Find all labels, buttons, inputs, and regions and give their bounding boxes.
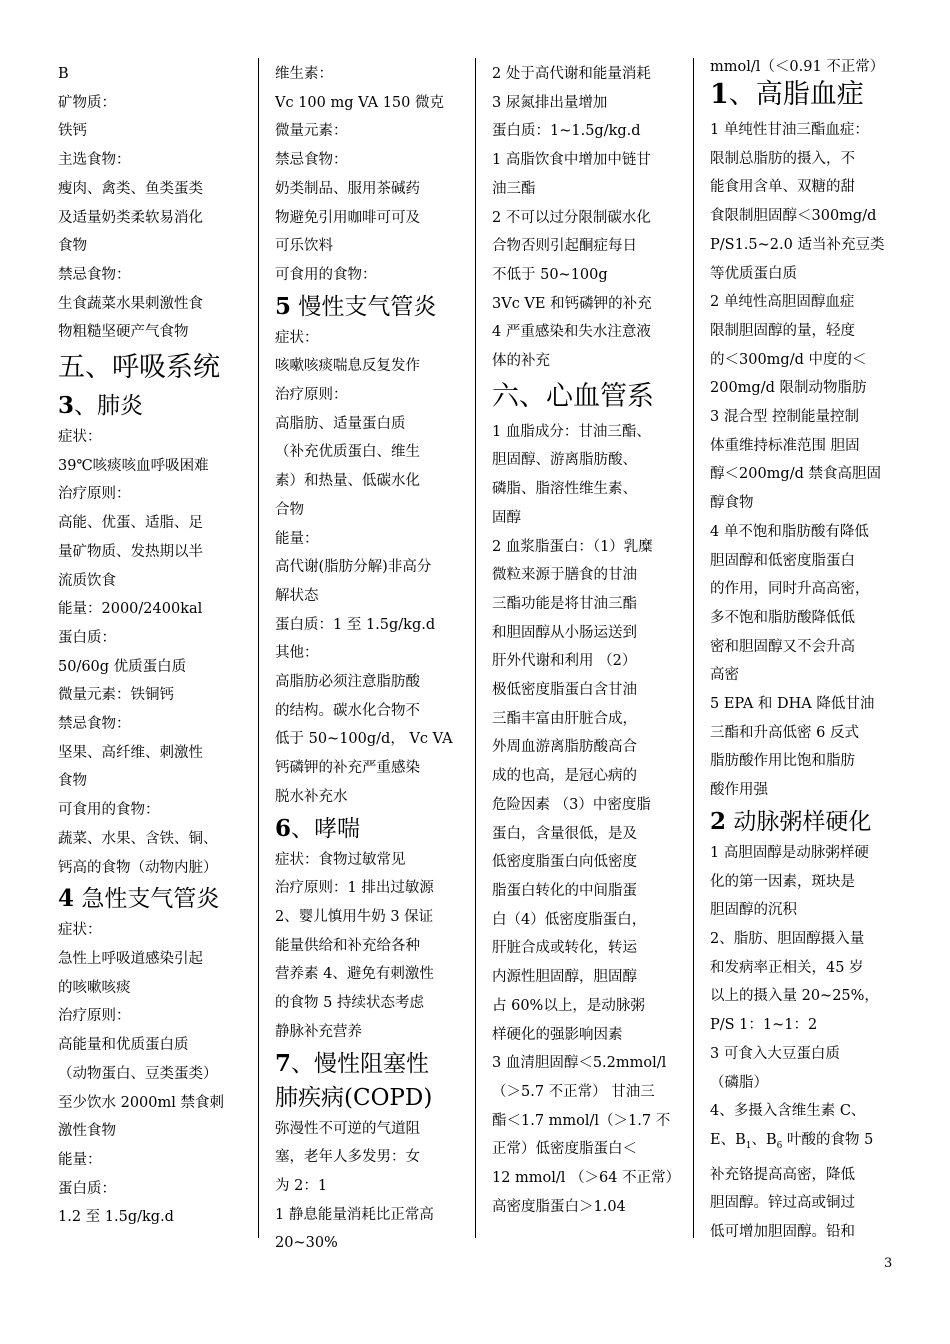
text-line: 治疗原则： — [58, 486, 131, 503]
text-line: P/S1.5~2.0 适当补充豆类 — [710, 236, 885, 253]
text-line: 食物 — [58, 238, 87, 255]
text-line: 2 单纯性高胆固醇血症 — [710, 294, 855, 311]
text-line: 为 2：1 — [275, 1177, 328, 1194]
text-line: 2 血浆脂蛋白：（1）乳糜 — [492, 538, 653, 555]
text-line: 1 高脂饮食中增加中链甘 — [492, 152, 651, 169]
text-line: 治疗原则： — [58, 1008, 131, 1025]
text-line: 1 高胆固醇是动脉粥样硬 — [710, 844, 869, 861]
text-line: 补充铬提高高密，降低 — [710, 1166, 855, 1183]
text-line: （补充优质蛋白、维生 — [275, 444, 420, 461]
text-line: 胆固醇和低密度脂蛋白 — [710, 552, 855, 569]
text-line: 20~30% — [275, 1235, 338, 1252]
text-line: 三酯丰富由肝脏合成， — [492, 710, 637, 727]
column-4 — [710, 60, 910, 1240]
text-line: 39℃咳痰咳血呼吸困难 — [58, 457, 209, 474]
text-line: 白（4）低密度脂蛋白， — [492, 911, 647, 928]
text-line: （磷脂） — [710, 1074, 768, 1091]
text-line: Vc 100 mg VA 150 微克 — [275, 94, 444, 111]
text-line: 高密 — [710, 667, 739, 684]
text-line: 可食用的食物： — [275, 266, 377, 283]
text-line: B — [58, 66, 69, 82]
column-divider — [258, 58, 259, 1238]
text-line: 脂蛋白转化的中间脂蛋 — [492, 882, 637, 899]
text-line: 可食用的食物： — [58, 802, 160, 819]
text-line: 高脂肪必须注意脂肪酸 — [275, 674, 420, 691]
text-line: 化的第一因素，斑块是 — [710, 873, 855, 890]
text-line: 钙高的食物（动物内脏） — [58, 859, 218, 876]
text-line: 物粗糙坚硬产气食物 — [58, 324, 189, 341]
text-line: 静脉补充营养 — [275, 1023, 362, 1040]
section-heading: 1、高脂血症 — [710, 79, 864, 110]
page-number: 3 — [884, 1256, 893, 1271]
text-line: 素）和热量、低碳水化 — [275, 473, 420, 490]
text-line: 1.2 至 1.5g/kg.d — [58, 1209, 174, 1226]
text-line: 解状态 — [275, 587, 319, 604]
text-line: 酯＜1.7 mmol/l（＞1.7 不 — [492, 1112, 671, 1129]
text-line: 高代谢(脂肪分解)非高分 — [275, 559, 432, 576]
text-line: 咳嗽咳痰喘息反复发作 — [275, 358, 420, 375]
text-line: 蛋白质： — [58, 629, 116, 646]
text-line: 坚果、高纤维、刺激性 — [58, 744, 203, 761]
text-line: 其他： — [275, 645, 319, 662]
text-line: 瘦肉、禽类、鱼类蛋类 — [58, 180, 203, 197]
text-line: 多不饱和脂肪酸降低低 — [710, 609, 855, 626]
text-line: 肝外代谢和利用 （2） — [492, 653, 637, 670]
section-heading: 六、心血管系 — [492, 380, 654, 412]
text-line: 可乐饮料 — [275, 238, 333, 255]
text-line: 肝脏合成或转化，转运 — [492, 940, 637, 957]
text-line: 钙磷钾的补充严重感染 — [275, 760, 420, 777]
text-line: 5 EPA 和 DHA 降低甘油 — [710, 696, 875, 713]
text-line: 脱水补充水 — [275, 788, 348, 805]
text-line: 3 尿氮排出量增加 — [492, 94, 608, 111]
text-line: 能量： — [58, 1151, 102, 1168]
text-line: 油三酯 — [492, 180, 536, 197]
text-line: 2 处于高代谢和能量消耗 — [492, 66, 651, 82]
text-line: 3Vc VE 和钙磷钾的补充 — [492, 295, 652, 312]
text-line: 症状： — [58, 922, 102, 939]
text-line: 能食用含单、双糖的甜 — [710, 179, 855, 196]
column-3 — [492, 60, 688, 1240]
text-line: 样硬化的强影响因素 — [492, 1026, 623, 1043]
text-line: 胆固醇的沉积 — [710, 902, 797, 919]
text-line: 高密度脂蛋白＞1.04 — [492, 1198, 626, 1215]
text-line: 奶类制品、服用茶碱药 — [275, 180, 420, 197]
text-line: 三酯功能是将甘油三酯 — [492, 595, 637, 612]
text-line: 急性上呼吸道感染引起 — [58, 950, 203, 967]
text-line: 内源性胆固醇，胆固醇 — [492, 969, 637, 986]
text-line: 不低于 50~100g — [492, 266, 608, 283]
text-line: 4、多摄入含维生素 C、 — [710, 1103, 866, 1120]
text-line: 症状： — [275, 329, 319, 346]
text-line: 铁钙 — [58, 123, 87, 140]
section-heading: 2 动脉粥样硬化 — [710, 807, 872, 835]
text-line: 微粒来源于膳食的甘油 — [492, 567, 637, 584]
text-line: 食物 — [58, 773, 87, 790]
text-line: 酸作用强 — [710, 782, 768, 799]
text-line: P/S 1：1~1：2 — [710, 1017, 818, 1034]
text-line: 4 单不饱和脂肪酸有降低 — [710, 523, 869, 540]
text-line: 微量元素：铁铜钙 — [58, 687, 174, 704]
column-1 — [58, 60, 258, 1240]
text-line: 至少饮水 2000ml 禁食刺 — [58, 1094, 225, 1111]
column-4-top-line: mmol/l（＜0.91 不正常） — [710, 59, 885, 75]
text-line: 生食蔬菜水果刺激性食 — [58, 295, 203, 312]
text-line: 禁忌食物： — [58, 716, 131, 733]
text-line: 合物 — [275, 501, 304, 518]
text-line: E、$B_1$、$B_6$ 叶酸的食物 5 — [710, 1131, 874, 1151]
text-line: 外周血游离脂肪酸高合 — [492, 739, 637, 756]
text-line: 2、婴儿慎用牛奶 3 保证 — [275, 908, 434, 925]
text-line: 限制胆固醇的量，轻度 — [710, 322, 855, 339]
text-line: 和发病率正相关，45 岁 — [710, 959, 864, 976]
text-line: 蔬菜、水果、含铁、铜、 — [58, 830, 218, 847]
text-line: 的作用，同时升高高密， — [710, 581, 870, 598]
text-line: 体重维持标准范围 胆固 — [710, 437, 860, 454]
text-line: 食限制胆固醇＜300mg/d — [710, 208, 877, 225]
text-line: 营养素 4、避免有刺激性 — [275, 966, 434, 983]
text-line: 及适量奶类柔软易消化 — [58, 209, 203, 226]
text-line: 高能量和优质蛋白质 — [58, 1037, 189, 1054]
text-line: 蛋白，含量很低，是及 — [492, 825, 637, 842]
section-heading: 6、哮喘 — [275, 814, 361, 842]
text-line: 能量： — [275, 530, 319, 547]
text-line: 限制总脂肪的摄入，不 — [710, 150, 855, 167]
section-heading: 肺疾病(COPD) — [275, 1084, 433, 1111]
text-line: 脂肪酸作用比饱和脂肪 — [710, 753, 855, 770]
text-line: 蛋白质：1~1.5g/kg.d — [492, 123, 641, 140]
text-line: 醇食物 — [710, 495, 754, 512]
text-line: 维生素： — [275, 66, 333, 82]
text-line: 2 不可以过分限制碳水化 — [492, 209, 651, 226]
text-line: 的＜300mg/d 中度的＜ — [710, 351, 867, 368]
text-line: 以上的摄入量 20~25%， — [710, 988, 879, 1005]
text-line: （＞5.7 不正常） 甘油三 — [492, 1083, 655, 1100]
text-line: 的咳嗽咳痰 — [58, 979, 131, 996]
text-line: （动物蛋白、豆类蛋类） — [58, 1065, 218, 1082]
text-line: 1 血脂成分：甘油三酯、 — [492, 423, 651, 440]
column-divider — [693, 58, 694, 1238]
text-line: 症状：食物过敏常见 — [275, 851, 406, 868]
text-line: 的结构。碳水化合物不 — [275, 702, 420, 719]
text-line: 矿物质： — [58, 94, 116, 111]
text-line: 禁忌食物： — [275, 152, 348, 169]
text-line: 激性食物 — [58, 1123, 116, 1140]
text-line: 醇＜200mg/d 禁食高胆固 — [710, 466, 881, 483]
text-line: 1 静息能量消耗比正常高 — [275, 1206, 434, 1223]
text-line: 危险因素 （3）中密度脂 — [492, 796, 651, 813]
text-line: 流质饮食 — [58, 572, 116, 589]
text-line: 禁忌食物： — [58, 266, 131, 283]
column-divider — [475, 58, 476, 1238]
text-line: 50/60g 优质蛋白质 — [58, 658, 187, 675]
text-line: 等优质蛋白质 — [710, 265, 797, 282]
text-line: 胆固醇、游离脂肪酸、 — [492, 452, 637, 469]
text-line: 200mg/d 限制动物脂肪 — [710, 380, 867, 397]
text-line: 三酯和升高低密 6 反式 — [710, 724, 859, 741]
text-line: 成的也高，是冠心病的 — [492, 768, 637, 785]
text-line: 蛋白质： — [58, 1180, 116, 1197]
text-line: 高脂肪、适量蛋白质 — [275, 415, 406, 432]
text-line: 和胆固醇从小肠运送到 — [492, 624, 637, 641]
text-line: 1 单纯性甘油三酯血症： — [710, 122, 869, 138]
text-line: 正常）低密度脂蛋白＜ — [492, 1141, 637, 1158]
section-heading: 3、肺炎 — [58, 392, 144, 420]
text-line: 弥漫性不可逆的气道阻 — [275, 1120, 420, 1137]
text-line: 磷脂、脂溶性维生素、 — [492, 481, 637, 498]
section-heading: 7、慢性阻塞性 — [275, 1049, 430, 1077]
text-line: 低可增加胆固醇。铅和 — [710, 1223, 855, 1240]
text-line: 能量：2000/2400kal — [58, 601, 203, 618]
text-line: 症状： — [58, 429, 102, 446]
text-line: 塞，老年人多发男：女 — [275, 1149, 420, 1166]
text-line: 密和胆固醇又不会升高 — [710, 638, 855, 655]
text-line: 量矿物质、发热期以半 — [58, 543, 203, 560]
text-line: 蛋白质：1 至 1.5g/kg.d — [275, 616, 436, 633]
text-line: 3 血清胆固醇＜5.2mmol/l — [492, 1055, 667, 1072]
text-line: 胆固醇。锌过高或铜过 — [710, 1195, 855, 1212]
text-line: 合物否则引起酮症每日 — [492, 238, 637, 255]
text-line: 占 60%以上，是动脉粥 — [492, 997, 645, 1014]
text-line: 固醇 — [492, 509, 521, 526]
text-line: 治疗原则： — [275, 387, 348, 404]
text-line: 物避免引用咖啡可可及 — [275, 209, 420, 226]
section-heading: 5 慢性支气管炎 — [275, 292, 437, 320]
text-line: 4 严重感染和失水注意液 — [492, 324, 651, 341]
section-heading: 五、呼吸系统 — [58, 352, 220, 384]
text-line: 微量元素： — [275, 123, 348, 140]
text-line: 低于 50~100g/d， Vc VA — [275, 731, 453, 748]
text-line: 体的补充 — [492, 353, 550, 370]
text-line: 2、脂肪、胆固醇摄入量 — [710, 930, 865, 947]
text-line: 能量供给和补充给各种 — [275, 937, 420, 954]
text-line: 的食物 5 持续状态考虑 — [275, 995, 424, 1012]
text-line: 低密度脂蛋白向低密度 — [492, 854, 637, 871]
text-line: 极低密度脂蛋白含甘油 — [492, 682, 637, 699]
text-line: 主选食物： — [58, 152, 131, 169]
text-line: 高能、优蛋、适脂、足 — [58, 515, 203, 532]
text-line: 治疗原则：1 排出过敏源 — [275, 880, 434, 897]
column-2 — [275, 60, 467, 1252]
text-line: 12 mmol/l （＞64 不正常） — [492, 1170, 681, 1187]
text-line: 3 混合型 控制能量控制 — [710, 409, 859, 426]
text-line: 3 可食入大豆蛋白质 — [710, 1045, 840, 1062]
section-heading: 4 急性支气管炎 — [58, 885, 220, 913]
